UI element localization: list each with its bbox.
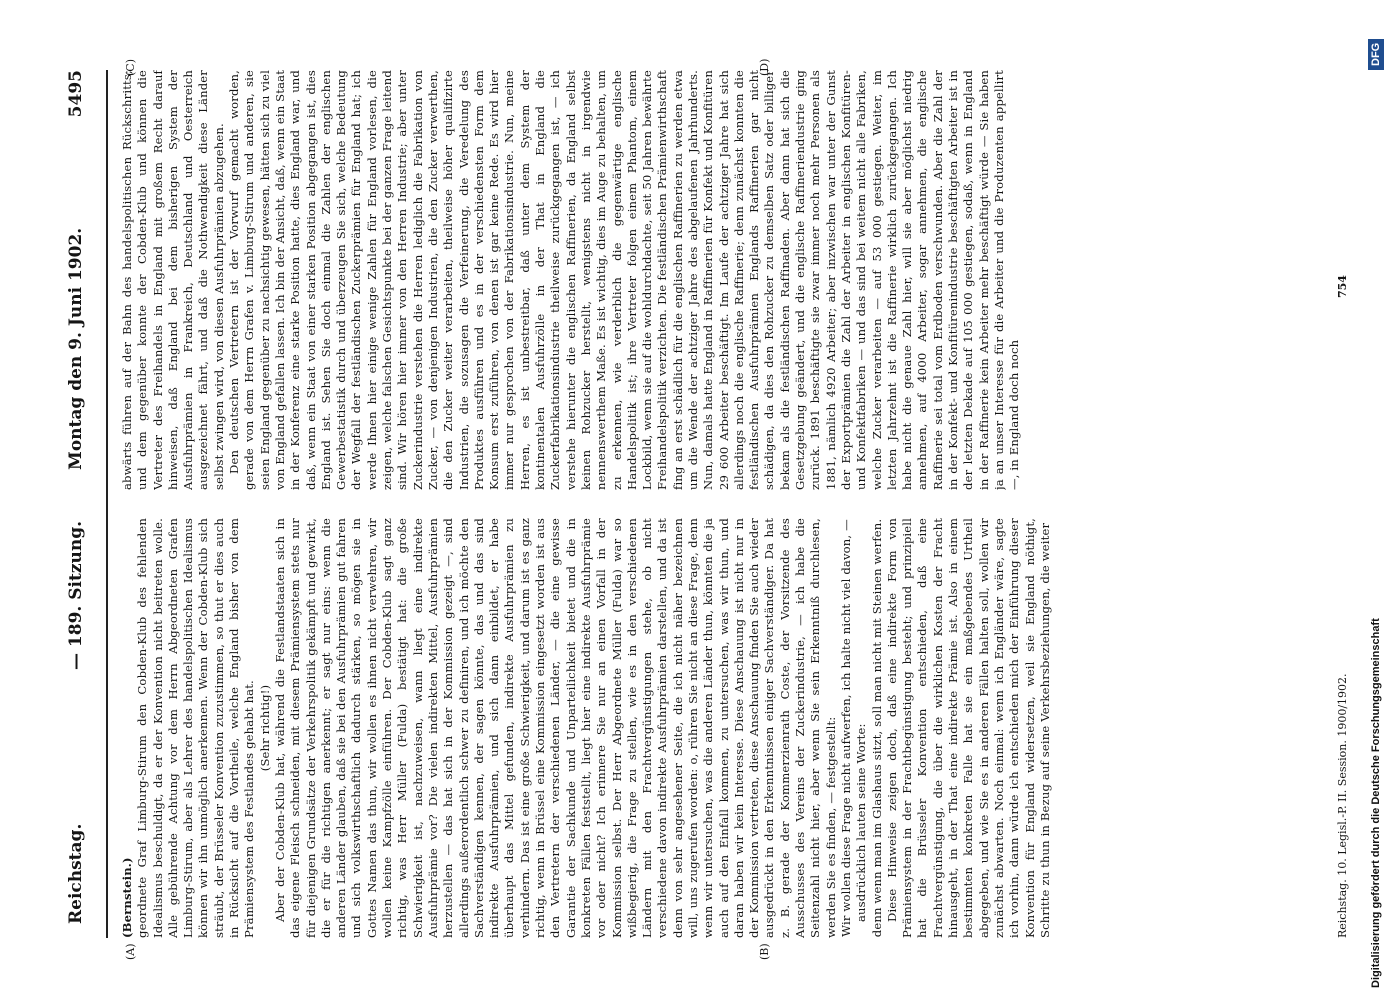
footer-citation: Reichstag. 10. Legisl.-P. II. Session. 1900/1902. — [1336, 673, 1349, 938]
interjection: (Sehr richtig!) — [257, 684, 272, 772]
quotation: Wir wollen diese Frage nicht aufwerfen, ich halte nicht viel davon, — — [838, 519, 853, 937]
right-column — [120, 70, 1330, 490]
rotated-page-content — [58, 58, 1356, 960]
document-page — [58, 58, 1356, 960]
paragraph: Diese Hinweise zeigen doch, daß eine indirekte Form von Prämiensystem in der Frachtbegünstigung besteht; und prinzipiell hat die Brüsseler Konvention entschieden, daß eine Frachtvergünstigung, die über die wirklichen Kosten der Fracht hinausgeht, in der That eine indirekte Prämie ist. Also in einem bestimmten konkreten Falle hat sie ein maßgebendes Urtheil abgegeben, und wie Sie es in anderen Fällen halten soll, wollen wir zunächst abwarten. Noch einmal: wenn ich Engländer wäre, sagte ich vorhin, dann würde ich entschieden mich der Einführung dieser Konvention für England widersetzen, weil sie England nöthigt, Schritte zu thun in Bezug auf seine Verkehrsbeziehungen, die weiter — [884, 518, 1052, 938]
header-date: Montag den 9. Juni 1902. — [66, 227, 86, 470]
credit-rotated — [1368, 0, 1397, 1000]
header-session: — 189. Sitzung. — [66, 520, 86, 670]
paragraph: ausdrücklich lauten seine Worte: — [854, 723, 869, 922]
header-rule — [106, 70, 108, 938]
page-footer — [1336, 58, 1354, 938]
header-body: Reichstag. — [66, 823, 86, 924]
digitization-credit — [1362, 0, 1396, 1000]
credit-text: Digitalisierung gefördert durch die Deutsche Forschungsgemeinschaft — [1370, 618, 1382, 988]
sheet-number: 754 — [1336, 275, 1349, 298]
paragraph: Aber der Cobden-Klub hat, während die Festlandstaaten sich in das eigene Fleisch schneiden, mit diesem Prämiensystem stets nur für diejenigen Grundsätze der Verkehrspolitik gekämpft und gewirkt, die er für die richtigen anerkennt; er sagt nur eins: wenn die anderen Länder glauben, daß sie bei den Ausfuhrprämien gut fahren und sich volkswirthschaftlich dadurch stärken, so mögen sie in Gottes Namen das thun, wir wollen es ihnen nicht verwehren, wir wollen keine Kampfzölle einführen. Der Cobden-Klub sagt ganz richtig, was Herr Müller (Fulda) bestätigt hat: die große Schwierigkeit ist, nachzuweisen, wann liegt eine indirekte Ausfuhrprämie vor? Die vielen indirekten Mittel, Ausfuhrprämien herzustellen — das hat sich in der Kommission gezeigt —, sind allerdings außerordentlich schwer zu definiren, und ich möchte den Sachverständigen kennen, der sagen könnte, das und das sind indirekte Ausfuhrprämien, und sich dann einbildet, er habe überhaupt das Mittel gefunden, indirekte Ausfuhrprämien zu verhindern. Das ist eine große Schwierigkeit, und darum ist es ganz richtig, wenn in Brüssel eine Kommission eingesetzt worden ist aus den Vertretern der verschiedenen Länder, — die eine gewisse Garantie der Sachkunde und Unparteilichkeit bietet und die in konkreten Fällen feststellt, liegt hier eine indirekte Ausfuhrprämie vor oder nicht? Ich erinnere Sie nur an einen Vorfall in der Kommission selbst. Der Herr Abgeordnete Müller (Fulda) war so wißbegierig, die Frage zu stellen, wie es in den verschiedenen Ländern mit den Frachtvergünstigungen stehe, ob nicht verschiedene davon indirekte Ausfuhrprämien darstellen, und da ist denn von sehr angesehener Seite, die ich nicht näher bezeichnen will, uns zugerufen worden: o, rühren Sie nicht an diese Frage, denn wenn wir untersuchen, was die anderen Länder thun, könnten die ja auch auf den Einfall kommen, zu untersuchen, was wir thun, und daran haben wir kein Interesse. Diese Anschauung ist nicht nur in der Kommission vertreten, diese Anschauung finden Sie auch wieder ausgedrückt in den Erkenntnissen einiger Sachverständiger. Da hat z. B. gerade der Kommerzienrath Coste, der Vorsitzende des Ausschusses des Vereins der Zuckerindustrie, — ich habe die Seitenzahl nicht hier, aber wenn Sie sein Erkenntniß durchlesen, werden Sie es finden, — festgestellt: — [272, 518, 838, 938]
paragraph: abwärts führen auf der Bahn des handelspolitischen Rückschritts; und dem gegenüber konnte der Cobden-Klub und können die Vertreter des Freihandels in England mit großem Recht darauf hinweisen, daß England bei dem bisherigen System der Ausfuhrprämien in Frankreich, Deutschland und Oesterreich ausgezeichnet fährt, und daß die Nothwendigkeit diese Länder selbst zwingen wird, von diesen Ausfuhrprämien abzugehen. — [120, 70, 226, 490]
margin-letter-b: (B) — [758, 943, 771, 960]
margin-letter-a: (A) — [124, 943, 137, 960]
speaker-name: (Bernstein.) — [120, 857, 134, 938]
scanned-page — [58, 58, 1356, 960]
dfg-logo: DFG — [1368, 39, 1384, 70]
quotation: denn wenn man im Glashaus sitzt, soll man nicht mit Steinen werfen. — [869, 518, 884, 938]
left-column — [120, 518, 1330, 938]
margin-letter-d: (D) — [758, 58, 771, 76]
page-number: 5495 — [66, 70, 86, 118]
paragraph: geordnete Graf Limburg-Stirum den Cobden-Klub des fehlenden Idealismus beschuldigt, da er der Konvention nicht beitreten wolle. Alle gebührende Achtung vor dem Herrn Abgeordneten Grafen Limburg-Stirum, aber als Lehrer des handelspolitischen Idealismus können wir ihn unmöglich anerkennen. Wenn der Cobden-Klub sich sträubt, der Brüsseler Konvention zuzustimmen, so thut er dies auch in Rücksicht auf die Vortheile, welche England bisher von dem Prämiensystem des Festlandes gehabt hat. — [135, 518, 257, 938]
paragraph: Den deutschen Vertretern ist der Vorwurf gemacht worden, gerade von dem Herrn Grafen v. Limburg-Stirum und anderen, sie seien England gegenüber zu nachsichtig gewesen, hätten sich zu viel von England gefallen lassen. Ich bin der Ansicht, daß, wenn ein Staat in der Konferenz eine starke Position hatte, dies England war, und daß, wenn ein Staat von einer starken Position abgegangen ist, dies England ist. Sehen Sie doch einmal die Zahlen der englischen Gewerbestatistik durch und überzeugen Sie sich, welche Bedeutung der Wegfall der festländischen Zuckerprämien für England hat; ich werde Ihnen hier einige wenige Zahlen für England vorlesen, die zeigen, welche falschen Gesichtspunkte bei der ganzen Frage leitend sind. Wir hören hier immer von den Herren Industrie; aber unter Zuckerindustrie verstehen die Herren lediglich die Fabrikation von Zucker, — von denjenigen Industrien, die den Zucker verwerthen, die den Zucker weiter verarbeiten, theilweise höher qualifizirte Industrien, die sozusagen die Verfeinerung, die Veredelung des Produktes ausführen und es in der verschiedensten Form dem Konsum erst zuführen, von denen ist gar keine Rede. Es wird hier immer nur gesprochen von der Fabrikationsindustrie. Nun, meine Herren, es ist unbestreitbar, daß unter dem System der kontinentalen Ausfuhrzölle in der That in England die Zuckerfabrikationsindustrie theilweise zurückgegangen ist, — ich verstehe hierunter die englischen Raffinerien, da England selbst keinen Rohzucker herstellt, wenigstens nicht in irgendwie nennenswerthem Maße. Es ist wichtig, dies im Auge zu behalten, um zu erkennen, wie verderblich die gegenwärtige englische Handelspolitik ist; ihre Vertreter folgen einem Phantom, einem Lockbild, wenn sie auf die wohldurchdachte, seit 50 Jahren bewährte Freihandelspolitik verzichten. Die festländischen Prämienwirthschaft fing an erst schädlich für die englischen Raffinerien zu werden etwa um die Wende der achtziger Jahre des abgelaufenen Jahrhunderts. Nun, damals hatte England in Raffinerien für Konfekt und Konfitüren 29 600 Arbeiter beschäftigt. Im Laufe der achtziger Jahre hat sich allerdings noch die englische Raffinerie; denn zunächst konnten die festländischen Ausfuhrprämien Englands Raffinerien gar nicht schädigen, da dies den Rohzucker zu demselben Satz oder billiger bekam als die festländischen Raffinaden. Aber dann hat sich die Gesetzgebung geändert, und die englische Raffineriendustrie ging zurück. 1891 beschäftigte sie zwar immer noch mehr Personen als 1881, nämlich 4920 Arbeiter; aber inzwischen war unter der Gunst der Exportprämien die Zahl der Arbeiter in englischen Konfitüren- und Konfektfabriken — und das sind bei weitem nicht alle Fabriken, welche Zucker verarbeiten — auf 53 000 gestiegen. Weiter, im letzten Jahrzehnt ist die Raffinerie wirklich zurückgegangen. Ich habe nicht die genaue Zahl hier, will sie aber möglichst niedrig annehmen, auf 4000 Arbeiter, sogar annehmen, die englische Raffinerie sei total vom Erdboden verschwunden. Aber die Zahl der in der Konfekt- und Konfitürenindustrie beschäftigten Arbeiter ist in der letzten Dekade auf 105 000 gestiegen, sodaß, wenn in England in der Raffinerie kein Arbeiter mehr beschäftigt würde — Sie haben ja an unser Interesse für die Arbeiter und die Produzenten appellirt —, in England doch noch — [227, 70, 1022, 490]
margin-letter-c: (C) — [124, 59, 137, 76]
running-head — [66, 58, 94, 938]
